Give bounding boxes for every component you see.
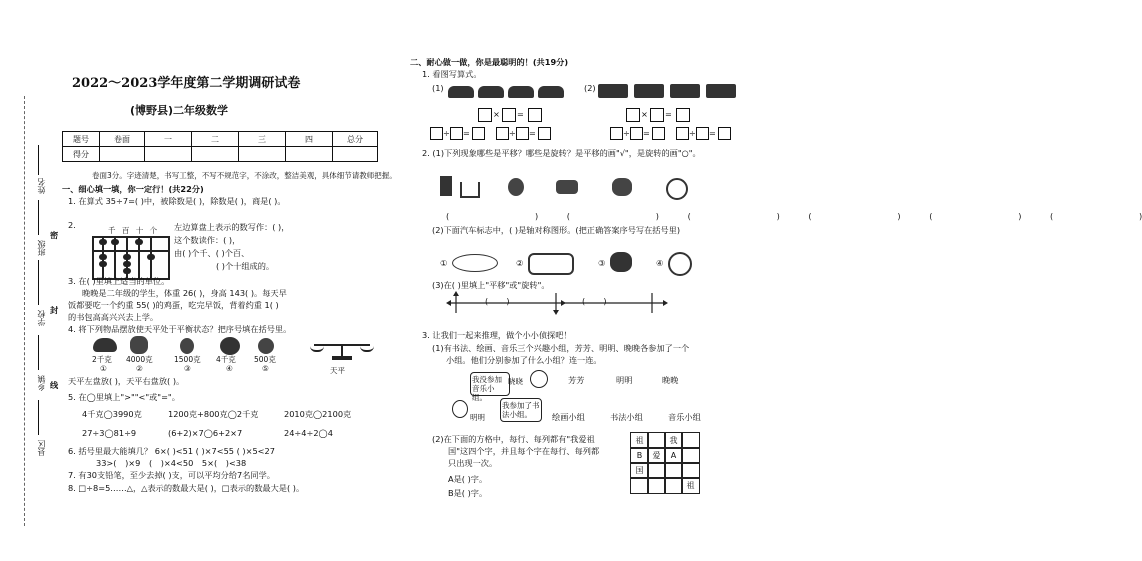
motion-answers: ( ) ( ) ( ) ( ) ( ) ( ) bbox=[446, 211, 1142, 221]
s2-q1-label1: (1) bbox=[432, 83, 444, 93]
s3-q3-1a: (1)有书法、绘画、音乐三个兴趣小组，芳芳、明明、晚晚各参加了一个 bbox=[432, 343, 690, 353]
q3-line-a: 3. 在( )里填上适当的单位。 bbox=[68, 276, 170, 286]
grid-cell: 祖 bbox=[630, 432, 649, 449]
seal-xian: 线 bbox=[50, 380, 59, 390]
score-cell[interactable] bbox=[145, 147, 192, 162]
grid-cell: 祖 bbox=[681, 477, 700, 494]
item-number: ① bbox=[100, 364, 107, 373]
item-number: ⑤ bbox=[262, 364, 269, 373]
q5-item: (6+2)×7◯6+2×7 bbox=[168, 428, 243, 438]
q3-line-d: 的书包高高兴兴去上学。 bbox=[68, 312, 159, 322]
item-weight: 4000克 bbox=[126, 355, 153, 364]
q2-line-c: 由( )个千、( )个百、 bbox=[174, 248, 250, 258]
s2-q2b-text: (2)下面汽车标志中，( )是轴对称图形。(把正确答案序号写在括号里) bbox=[432, 225, 681, 235]
s3-q3-2c: 只出现一次。 bbox=[448, 458, 498, 468]
score-header-row bbox=[63, 132, 378, 147]
traffic-light-icon bbox=[440, 176, 452, 196]
school-label: 学校 bbox=[37, 310, 46, 326]
item-weight: 4千克 bbox=[216, 355, 236, 364]
q6-line-a: 6. 括号里最大能填几？ 6×( )<51 ( )×7<55 ( )×5<27 bbox=[68, 446, 275, 456]
county-blank bbox=[38, 400, 39, 435]
s2-q1-label2: (2) bbox=[584, 83, 596, 93]
section1-heading: 一、细心填一填，你一定行！(共22分) bbox=[62, 184, 204, 194]
score-header-cell: 卷面 bbox=[100, 132, 145, 147]
score-cell[interactable] bbox=[286, 147, 333, 162]
stacked-cups-icon bbox=[598, 80, 748, 102]
grid-cell: 爱 bbox=[647, 447, 666, 464]
s2-q1-text: 1. 看图写算式。 bbox=[422, 69, 482, 79]
logo-number: ④ bbox=[656, 258, 664, 268]
s2-q2-text: 2. (1)下列现象哪些是平移？哪些是旋转？是平移的画"√"，是旋转的画"○"。 bbox=[422, 148, 701, 158]
movement-diagram bbox=[442, 290, 672, 316]
group-name: 绘画小组 bbox=[552, 412, 585, 422]
item-number: ② bbox=[136, 364, 143, 373]
fruit-plates-icon bbox=[448, 80, 588, 102]
s2-q2c-text: (3)在( )里填上"平移"或"旋转"。 bbox=[432, 280, 550, 290]
answer-box[interactable] bbox=[610, 127, 623, 140]
score-header-cell: 题号 bbox=[63, 132, 100, 147]
score-header-cell: 一 bbox=[145, 132, 192, 147]
item-number: ③ bbox=[184, 364, 191, 373]
kid-name: 芳芳 bbox=[568, 375, 585, 385]
q4-text: 4. 将下列物品摆放使天平处于平衡状态？把序号填在括号里。 bbox=[68, 324, 292, 334]
answer-box[interactable] bbox=[472, 127, 485, 140]
bentley-logo-icon bbox=[452, 254, 498, 272]
grid-cell: A bbox=[664, 447, 683, 464]
logo-number: ② bbox=[516, 258, 524, 268]
word-grid bbox=[630, 432, 698, 492]
neatness-note: 卷面3分。字迹清楚，书写工整，不写不规范字，不涂改，整洁美观，具体细节请教师把握。 bbox=[92, 171, 397, 180]
answer-box[interactable] bbox=[676, 108, 690, 122]
q1-text: 1. 在算式 35÷7=( )中，被除数是( )，除数是( )，商是( )。 bbox=[68, 196, 286, 206]
balance-label: 天平 bbox=[330, 366, 345, 375]
volkswagen-logo-icon bbox=[668, 252, 692, 276]
q5-text: 5. 在◯里填上">""<"或"="。 bbox=[68, 392, 180, 402]
q5-item: 27÷3◯81÷9 bbox=[82, 428, 137, 438]
movement-answer: ( ) bbox=[582, 296, 607, 306]
movement-answer: ( ) bbox=[485, 296, 510, 306]
score-row bbox=[63, 147, 378, 162]
page-title: 2022～2023学年度第二学期调研试卷 bbox=[72, 76, 301, 91]
chery-logo-icon bbox=[528, 253, 574, 275]
bubble-text-1: 我没参加音乐小组。 bbox=[472, 375, 502, 402]
train-icon bbox=[556, 180, 578, 194]
school-blank bbox=[38, 260, 39, 305]
boy-avatar-icon bbox=[452, 400, 468, 418]
q4-answer: 天平左盘放( )，天平右盘放( )。 bbox=[68, 376, 185, 386]
seal-feng: 封 bbox=[50, 305, 59, 315]
s3-q3-1b: 小组。他们分别参加了什么小组？连一连。 bbox=[446, 355, 602, 365]
score-header-cell: 四 bbox=[286, 132, 333, 147]
orange-icon bbox=[258, 338, 274, 354]
q5-item: 1200克+800克◯2千克 bbox=[168, 409, 259, 419]
answer-box[interactable] bbox=[626, 108, 640, 122]
abacus-place-labels: 千 百 十 个 bbox=[108, 226, 160, 235]
answer-box[interactable] bbox=[528, 108, 542, 122]
page-subtitle: (博野县)二年级数学 bbox=[130, 104, 229, 117]
answer-box[interactable] bbox=[718, 127, 731, 140]
section2-heading: 二、耐心做一做，你是最聪明的！(共19分) bbox=[410, 57, 569, 67]
answer-box[interactable] bbox=[516, 127, 529, 140]
class-blank bbox=[38, 200, 39, 235]
s3-q3-text: 3. 让我们一起来推理，做个小小侦探吧！ bbox=[422, 330, 572, 340]
item-weight: 2千克 bbox=[92, 355, 112, 364]
answer-box[interactable] bbox=[650, 108, 664, 122]
class-label: 班级 bbox=[37, 240, 46, 256]
score-header-cell: 二 bbox=[192, 132, 239, 147]
banana-icon bbox=[93, 338, 117, 352]
answer-box[interactable] bbox=[502, 108, 516, 122]
township-label: 乡镇 bbox=[37, 375, 46, 391]
q5-item: 4千克◯3990克 bbox=[82, 409, 142, 419]
s3-q3-2d: A是( )字。 bbox=[448, 474, 488, 484]
kid-name: 明明 bbox=[470, 413, 485, 422]
kid-name: 明明 bbox=[616, 375, 633, 385]
grid-cell: B bbox=[630, 447, 649, 464]
group-name: 音乐小组 bbox=[668, 412, 701, 422]
s3-q3-2e: B是( )字。 bbox=[448, 488, 488, 498]
kid-name: 晓晓 bbox=[508, 377, 523, 386]
answer-box[interactable] bbox=[430, 127, 443, 140]
division-boxes: ÷ = ÷ = ÷ = ÷ = bbox=[430, 127, 780, 141]
score-header-cell: 总分 bbox=[333, 132, 378, 147]
name-blank bbox=[38, 145, 39, 175]
item-weight: 1500克 bbox=[174, 355, 201, 364]
group-name: 书法小组 bbox=[610, 412, 643, 422]
apple-icon bbox=[180, 338, 194, 354]
q3-line-b: 晚晚是二年级的学生，体重 26( )，身高 143( )。每天早 bbox=[82, 288, 287, 298]
q2-line-b: 这个数读作：( )， bbox=[174, 235, 241, 245]
logo-number: ① bbox=[440, 258, 448, 268]
watermelon-icon bbox=[220, 337, 240, 355]
score-cell: 得分 bbox=[63, 147, 100, 162]
q2-label: 2. bbox=[68, 220, 76, 230]
brand-logo-icon bbox=[610, 252, 632, 272]
answer-box[interactable] bbox=[450, 127, 463, 140]
answer-box[interactable] bbox=[478, 108, 492, 122]
elevator-icon bbox=[460, 182, 480, 198]
windmill-icon bbox=[508, 178, 524, 196]
abacus bbox=[92, 236, 170, 280]
grid-cell: 国 bbox=[630, 462, 649, 479]
weightlifter-icon bbox=[612, 178, 632, 196]
grid-cell: 我 bbox=[664, 432, 683, 449]
pineapple-icon bbox=[130, 336, 148, 354]
name-label: 姓名 bbox=[37, 178, 46, 194]
answer-box[interactable] bbox=[496, 127, 509, 140]
fan-icon bbox=[666, 178, 688, 200]
s3-q3-2a: (2)在下面的方格中，每行、每列都有"我爱祖 bbox=[432, 434, 595, 444]
score-cell[interactable] bbox=[333, 147, 378, 162]
q8-text: 8. □÷8=5……△，△表示的数最大是( )，□表示的数最大是( )。 bbox=[68, 483, 305, 493]
seal-mi: 密 bbox=[50, 230, 59, 240]
answer-box[interactable] bbox=[652, 127, 665, 140]
answer-box[interactable] bbox=[630, 127, 643, 140]
q7-text: 7. 有30支铅笔，至少去掉( )支，可以平均分给7名同学。 bbox=[68, 470, 275, 480]
q3-line-c: 饭都要吃一个约重 55( )的鸡蛋，吃完早饭，背着约重 1( ) bbox=[68, 300, 279, 310]
answer-box[interactable] bbox=[676, 127, 689, 140]
item-number: ④ bbox=[226, 364, 233, 373]
q5-item: 2010克◯2100克 bbox=[284, 409, 352, 419]
township-blank bbox=[38, 335, 39, 370]
balance-icon bbox=[310, 340, 374, 360]
score-cell[interactable] bbox=[192, 147, 239, 162]
answer-box[interactable] bbox=[696, 127, 709, 140]
logo-number: ③ bbox=[598, 258, 606, 268]
q2-line-d: ( )个十组成的。 bbox=[216, 261, 275, 271]
score-cell[interactable] bbox=[239, 147, 286, 162]
q6-line-b: 33>( )×9 ( )×4<50 5×( )<38 bbox=[96, 458, 247, 468]
binding-line bbox=[24, 96, 25, 526]
bubble-text-2: 我参加了书法小组。 bbox=[502, 401, 540, 419]
q2-line-a: 左边算盘上表示的数写作：( )， bbox=[174, 222, 290, 232]
q5-item: 24÷4÷2◯4 bbox=[284, 428, 333, 438]
kid-name: 晚晚 bbox=[662, 375, 679, 385]
item-weight: 500克 bbox=[254, 355, 276, 364]
girl-avatar-icon bbox=[530, 370, 548, 388]
county-label: 县区 bbox=[37, 440, 46, 456]
score-cell[interactable] bbox=[100, 147, 145, 162]
s3-q3-2b: 国"这四个字，并且每个字在每行、每列都 bbox=[448, 446, 600, 456]
score-header-cell: 三 bbox=[239, 132, 286, 147]
score-table bbox=[62, 131, 378, 162]
answer-box[interactable] bbox=[538, 127, 551, 140]
